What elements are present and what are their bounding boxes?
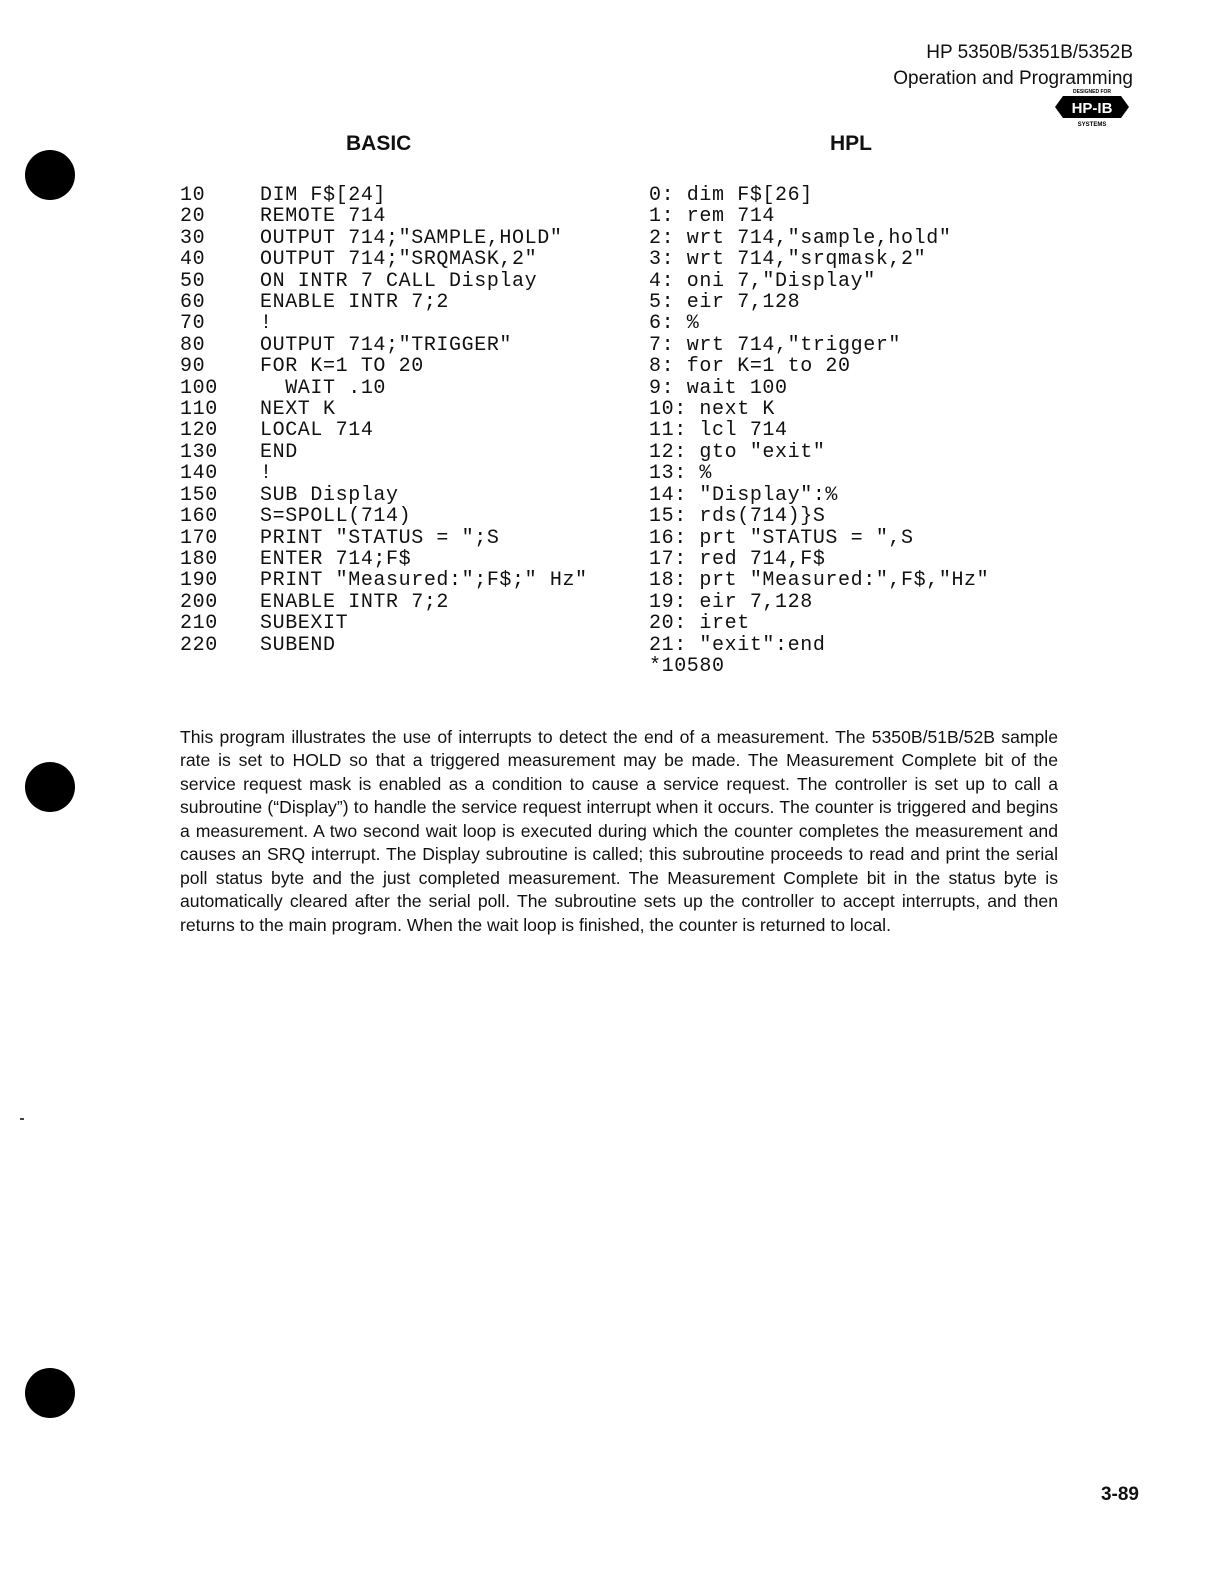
basic-listing bbox=[180, 185, 588, 656]
basic-line-number: 220 bbox=[180, 633, 218, 657]
hpl-line: 9: wait 100 bbox=[649, 376, 788, 400]
hpl-line: 5: eir 7,128 bbox=[649, 291, 801, 315]
basic-line bbox=[180, 271, 588, 292]
header-section: Operation and Programming bbox=[893, 68, 1133, 89]
basic-line bbox=[180, 206, 588, 227]
logo-top-text: DESIGNED FOR bbox=[1072, 89, 1112, 95]
punch-hole-top bbox=[25, 150, 75, 200]
hpl-line: 0: dim F$[26] bbox=[649, 184, 813, 207]
basic-line bbox=[180, 528, 588, 549]
basic-line-code: ENTER 714;F$ bbox=[260, 547, 412, 571]
basic-line-code: ENABLE INTR 7;2 bbox=[260, 590, 450, 614]
page-number: 3-89 bbox=[1100, 1484, 1139, 1505]
basic-line-number: 40 bbox=[180, 248, 206, 272]
hpl-line: 18: prt "Measured:",F$,"Hz" bbox=[649, 569, 990, 593]
hpl-line: 16: prt "STATUS = ",S bbox=[649, 526, 914, 550]
basic-line bbox=[180, 228, 588, 249]
basic-line-number: 10 bbox=[180, 184, 206, 207]
hp-ib-logo bbox=[1053, 86, 1131, 128]
basic-line-code: SUBEND bbox=[260, 633, 336, 657]
basic-line bbox=[180, 549, 588, 570]
description-paragraph: This program illustrates the use of interrupts to detect the end of a measurement. The 5350B/51B/52B sample rate is set to HOLD so that a triggered measurement may be made. The Measurement Complete bit of the service request mask is enabled as a condition to cause a service request. The controller is set up to call a subroutine (“Display”) to handle the service request interrupt when it occurs. The counter is triggered and begins a measurement. A two second wait loop is executed during which the counter completes the measurement and causes an SRQ interrupt. The Display subroutine is called; this subroutine proceeds to read and print the serial poll status byte and the just completed measurement. The Measurement Complete bit in the status byte is automatically cleared after the serial poll. The subroutine sets up the controller to accept interrupts, and then returns to the main program. When the wait loop is finished, the counter is returned to local. bbox=[180, 726, 1058, 935]
basic-line-number: 140 bbox=[180, 462, 218, 486]
basic-line-code: REMOTE 714 bbox=[260, 205, 387, 229]
hpl-line: 2: wrt 714,"sample,hold" bbox=[649, 226, 952, 250]
basic-line-number: 150 bbox=[180, 483, 218, 507]
basic-line bbox=[180, 442, 588, 463]
basic-line-number: 50 bbox=[180, 269, 206, 293]
basic-line-number: 80 bbox=[180, 333, 206, 357]
hpl-line: 19: eir 7,128 bbox=[649, 590, 813, 614]
basic-line bbox=[180, 592, 588, 613]
hpl-listing bbox=[649, 185, 989, 677]
basic-line bbox=[180, 378, 588, 399]
basic-line bbox=[180, 356, 588, 377]
basic-line-code: ON INTR 7 CALL Display bbox=[260, 269, 538, 293]
hpl-line: 11: lcl 714 bbox=[649, 419, 788, 443]
logo-main-text: HP-IB bbox=[1071, 100, 1113, 117]
basic-line-number: 190 bbox=[180, 569, 218, 593]
basic-line-number: 210 bbox=[180, 612, 218, 636]
basic-line bbox=[180, 506, 588, 527]
hpl-line: 20: iret bbox=[649, 612, 750, 636]
hpl-line: 21: "exit":end bbox=[649, 633, 826, 657]
basic-line-number: 30 bbox=[180, 226, 206, 250]
hpl-line: 14: "Display":% bbox=[649, 483, 839, 507]
basic-line-number: 100 bbox=[180, 376, 218, 400]
basic-line-number: 60 bbox=[180, 291, 206, 315]
basic-line-code: OUTPUT 714;"TRIGGER" bbox=[260, 333, 513, 357]
logo-bottom-text: SYSTEMS bbox=[1077, 122, 1107, 128]
basic-line-number: 130 bbox=[180, 440, 218, 464]
basic-line bbox=[180, 420, 588, 441]
hpl-heading: HPL bbox=[830, 132, 872, 155]
basic-line-number: 200 bbox=[180, 590, 218, 614]
hpl-line: 12: gto "exit" bbox=[649, 440, 826, 464]
hpl-line: 17: red 714,F$ bbox=[649, 547, 826, 571]
basic-line-code: S=SPOLL(714) bbox=[260, 505, 412, 529]
hpl-line: 8: for K=1 to 20 bbox=[649, 355, 851, 379]
basic-line bbox=[180, 485, 588, 506]
basic-line bbox=[180, 570, 588, 591]
hpl-line: 3: wrt 714,"srqmask,2" bbox=[649, 248, 927, 272]
basic-line-code: ENABLE INTR 7;2 bbox=[260, 291, 450, 315]
basic-line-code: FOR K=1 TO 20 bbox=[260, 355, 424, 379]
basic-line bbox=[180, 249, 588, 270]
basic-line-code: SUB Display bbox=[260, 483, 399, 507]
basic-line-code: SUBEXIT bbox=[260, 612, 349, 636]
hpl-line: *10580 bbox=[649, 654, 725, 678]
punch-hole-middle bbox=[25, 762, 75, 812]
basic-line-code: WAIT .10 bbox=[260, 376, 387, 400]
basic-line-code: ! bbox=[260, 312, 273, 336]
basic-line bbox=[180, 335, 588, 356]
basic-line-code: END bbox=[260, 440, 298, 464]
basic-line-code: OUTPUT 714;"SRQMASK,2" bbox=[260, 248, 538, 272]
basic-line-code: OUTPUT 714;"SAMPLE,HOLD" bbox=[260, 226, 563, 250]
hpl-line: 15: rds(714)}S bbox=[649, 505, 826, 529]
basic-line bbox=[180, 613, 588, 634]
scan-speck bbox=[20, 1118, 24, 1120]
hpl-line: 7: wrt 714,"trigger" bbox=[649, 333, 902, 357]
hpl-line: 6: % bbox=[649, 312, 700, 336]
basic-line-code: PRINT "STATUS = ";S bbox=[260, 526, 500, 550]
basic-line-number: 110 bbox=[180, 398, 218, 422]
basic-line bbox=[180, 292, 588, 313]
header-model: HP 5350B/5351B/5352B bbox=[926, 42, 1133, 63]
basic-line-number: 170 bbox=[180, 526, 218, 550]
hpl-line: 10: next K bbox=[649, 398, 776, 422]
basic-line-code: PRINT "Measured:";F$;" Hz" bbox=[260, 569, 588, 593]
basic-line bbox=[180, 635, 588, 656]
punch-hole-bottom bbox=[25, 1368, 75, 1418]
basic-line bbox=[180, 463, 588, 484]
basic-line-number: 180 bbox=[180, 547, 218, 571]
hpl-line: 1: rem 714 bbox=[649, 205, 776, 229]
basic-line-number: 120 bbox=[180, 419, 218, 443]
basic-line bbox=[180, 313, 588, 334]
basic-line-number: 70 bbox=[180, 312, 206, 336]
hpl-line: 4: oni 7,"Display" bbox=[649, 269, 876, 293]
basic-line-code: DIM F$[24] bbox=[260, 184, 387, 207]
basic-line-number: 160 bbox=[180, 505, 218, 529]
basic-line-code: LOCAL 714 bbox=[260, 419, 374, 443]
basic-line-number: 90 bbox=[180, 355, 206, 379]
basic-line bbox=[180, 185, 588, 206]
hpl-line: 13: % bbox=[649, 462, 713, 486]
running-header bbox=[893, 40, 1133, 92]
basic-line-number: 20 bbox=[180, 205, 206, 229]
basic-line-code: NEXT K bbox=[260, 398, 336, 422]
basic-heading: BASIC bbox=[346, 132, 412, 155]
basic-line-code: ! bbox=[260, 462, 273, 486]
basic-line bbox=[180, 399, 588, 420]
